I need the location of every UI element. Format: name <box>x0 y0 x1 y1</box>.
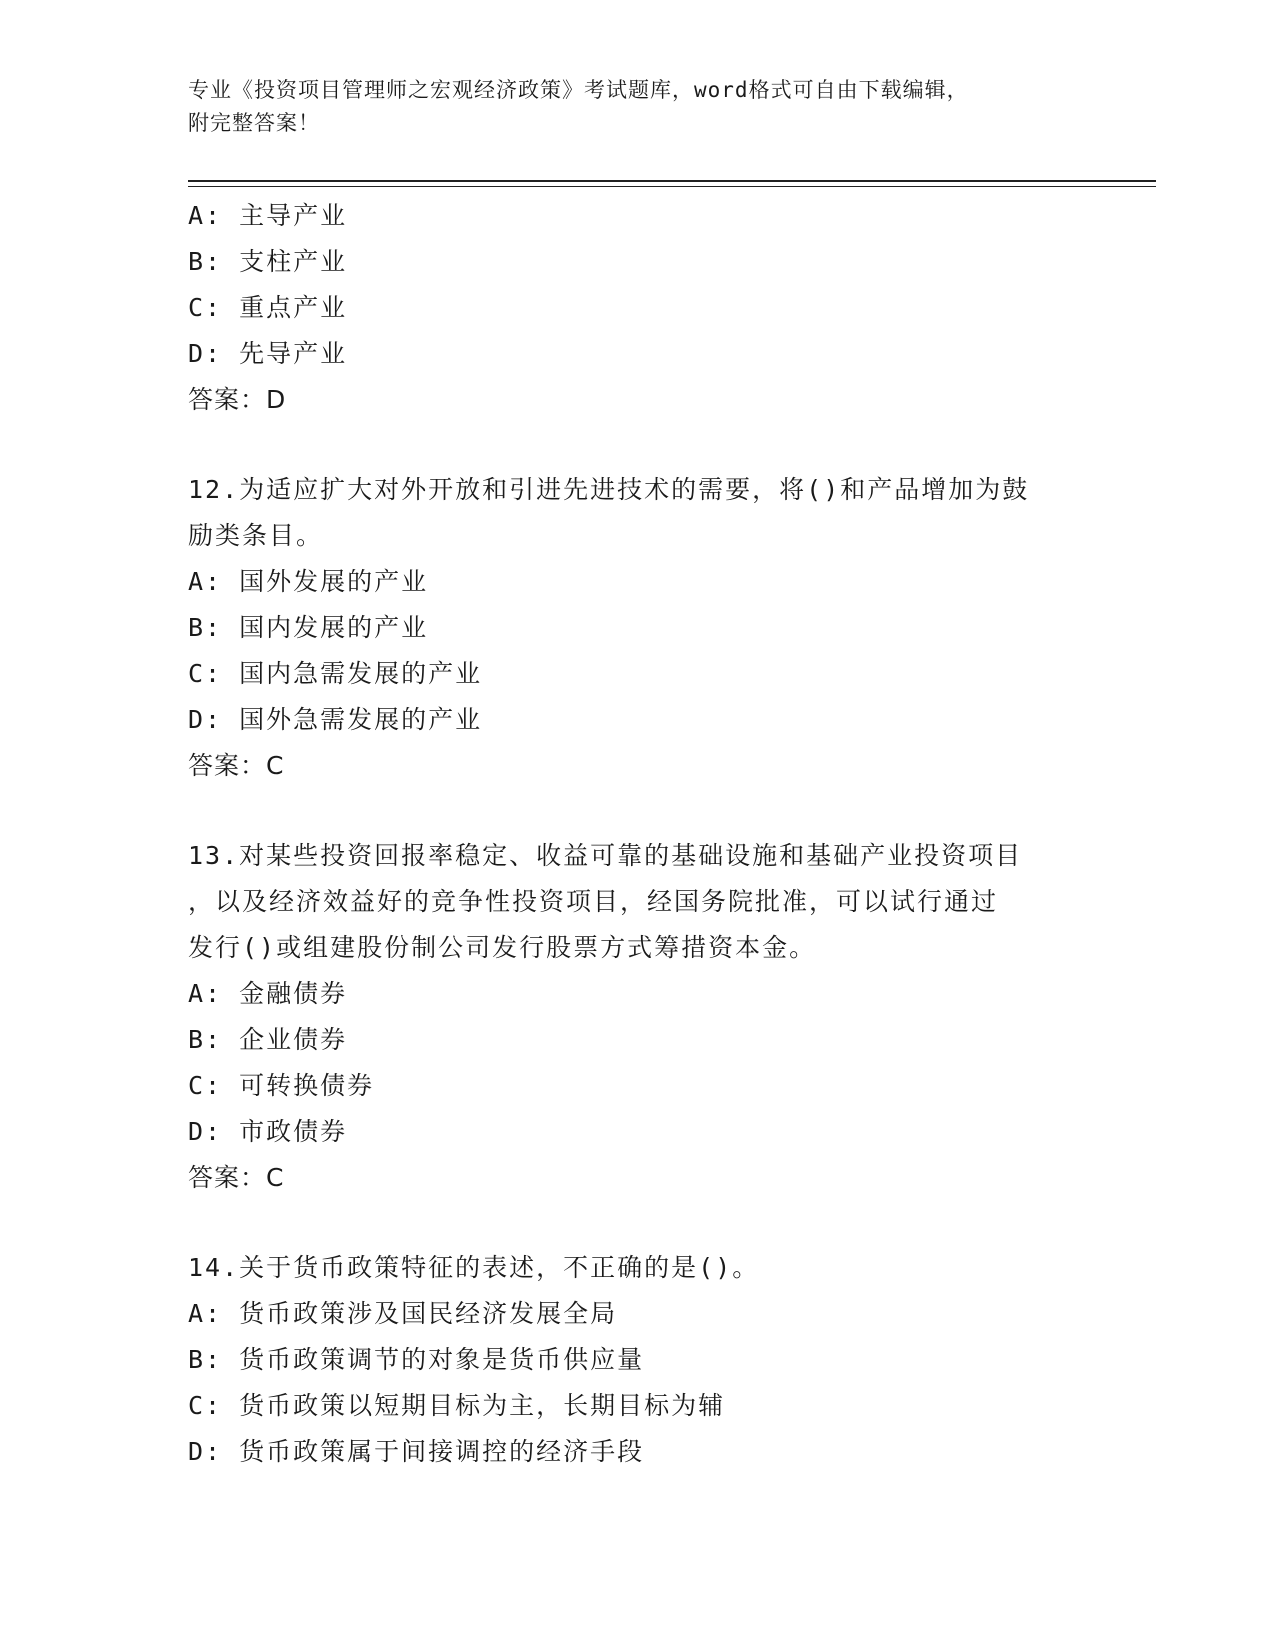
question-line: 14.关于货币政策特征的表述，不正确的是()。 <box>188 1253 760 1282</box>
document-body <box>188 193 1088 1475</box>
option-b: B: 国内发展的产业 <box>188 613 429 642</box>
answer-line: 答案：C <box>188 1163 285 1192</box>
answer-line: 答案：D <box>188 385 287 414</box>
question-text <box>188 833 1088 971</box>
answer-line: 答案：C <box>188 751 285 780</box>
option-b: B: 支柱产业 <box>188 247 348 276</box>
header-divider-thick <box>188 180 1156 182</box>
question-line: 励类条目。 <box>188 521 324 550</box>
question-block-13 <box>188 833 1088 1201</box>
question-line: 12.为适应扩大对外开放和引进先进技术的需要，将()和产品增加为鼓 <box>188 475 1030 504</box>
option-d: D: 市政债券 <box>188 1117 348 1146</box>
option-a: A: 金融债券 <box>188 979 348 1008</box>
question-block-14 <box>188 1245 1088 1475</box>
option-c: C: 国内急需发展的产业 <box>188 659 483 688</box>
option-a: A: 主导产业 <box>188 201 348 230</box>
option-d: D: 先导产业 <box>188 339 348 368</box>
option-c: C: 重点产业 <box>188 293 348 322</box>
document-header <box>188 74 1068 140</box>
question-block-12 <box>188 467 1088 789</box>
question-line: 发行()或组建股份制公司发行股票方式筹措资本金。 <box>188 933 817 962</box>
question-line: 13.对某些投资回报率稳定、收益可靠的基础设施和基础产业投资项目 <box>188 841 1023 870</box>
question-text <box>188 467 1088 559</box>
header-line-2: 附完整答案！ <box>188 111 320 135</box>
question-text <box>188 1245 1088 1291</box>
question-line: ，以及经济效益好的竞争性投资项目，经国务院批准，可以试行通过 <box>188 887 999 916</box>
option-d: D: 国外急需发展的产业 <box>188 705 483 734</box>
option-a: A: 货币政策涉及国民经济发展全局 <box>188 1299 618 1328</box>
option-d: D: 货币政策属于间接调控的经济手段 <box>188 1437 645 1466</box>
header-divider-thin <box>188 186 1156 187</box>
option-c: C: 货币政策以短期目标为主，长期目标为辅 <box>188 1391 726 1420</box>
option-b: B: 货币政策调节的对象是货币供应量 <box>188 1345 645 1374</box>
option-b: B: 企业债券 <box>188 1025 348 1054</box>
option-c: C: 可转换债券 <box>188 1071 375 1100</box>
option-a: A: 国外发展的产业 <box>188 567 429 596</box>
question-block-11 <box>188 193 1088 423</box>
header-line-1: 专业《投资项目管理师之宏观经济政策》考试题库，word格式可自由下载编辑， <box>188 78 969 102</box>
